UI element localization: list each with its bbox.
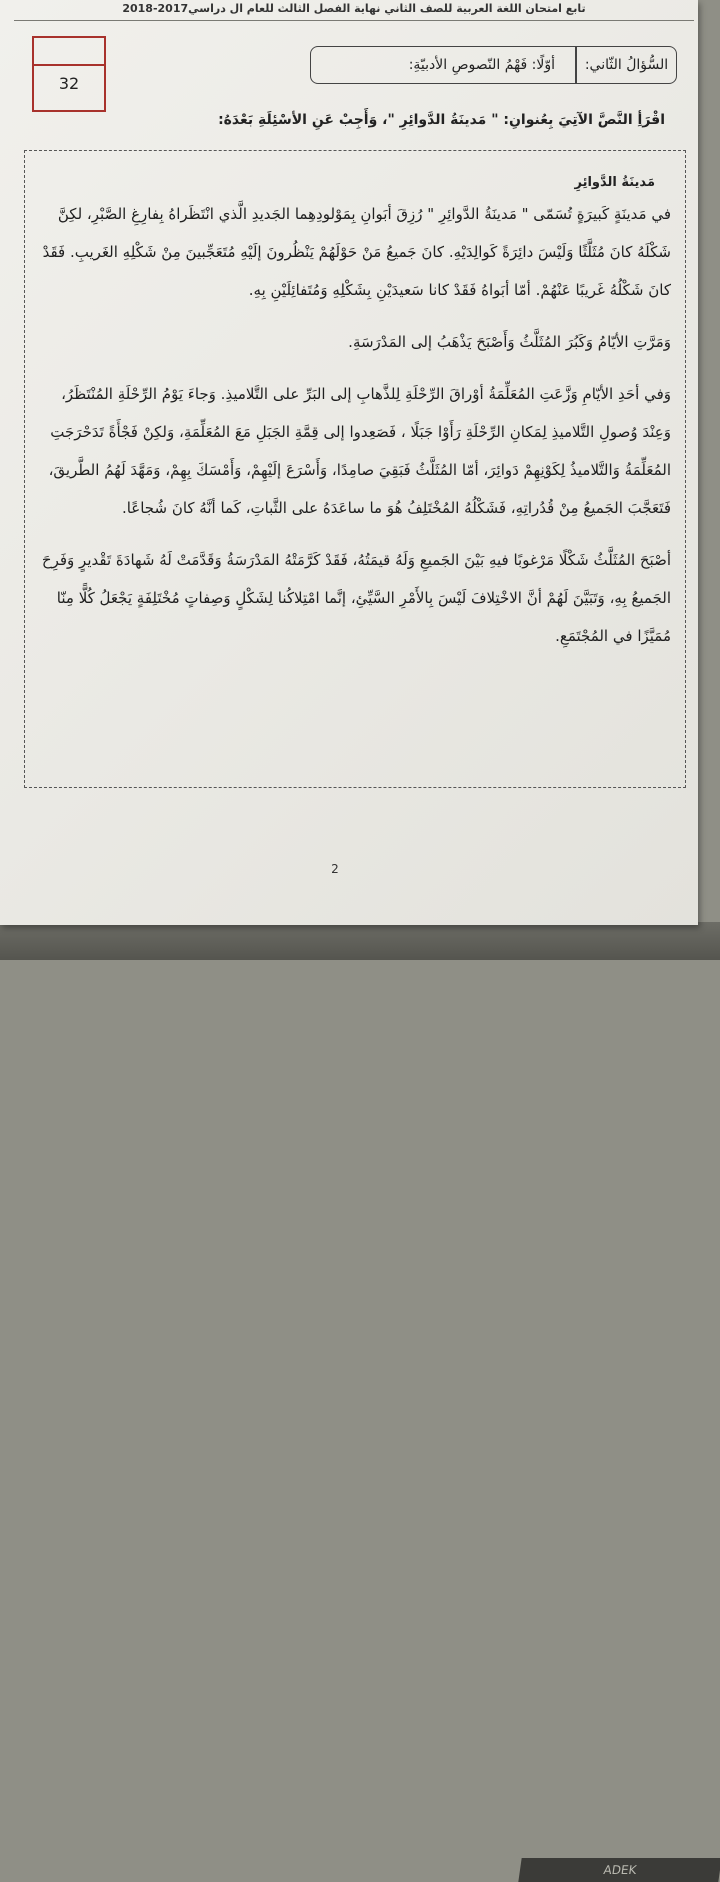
- passage-body: [39, 195, 671, 669]
- folder-tab-label: ADEK: [518, 1858, 720, 1882]
- exam-header: تابع امتحان اللغة العربية للصف الثاني نهاية الفصل الثالث للعام ال دراسي2017-2018: [14, 2, 694, 21]
- underlying-page: [0, 922, 720, 1877]
- score-box: [32, 36, 106, 112]
- passage-paragraph: في مَدينَةٍ كَبيرَةٍ تُسَمّى " مَدينَةُ الدَّوائِرِ " رُزِقَ أبَوانِ بِمَوْلودِهِما الجَديدِ الَّذي انْتَظَراهُ بِفارِغِ الصَّبْرِ، لكِنَّ شَكْلَهُ كانَ مُثَلَّثًا وَلَيْسَ دائِرَةً كَوالِدَيْهِ. كانَ جَميعُ مَنْ حَوْلَهُمْ يَنْظُرونَ إلَيْهِ مُتَعَجِّبينَ مِنْ شَكْلِهِ الغَريبِ. فَقَدْ كانَ شَكْلُهُ غَريبًا عَنْهُمْ. أمّا أبَواهُ فَقَدْ كانا سَعيدَيْنِ بِشَكْلِهِ وَمُتَفائِلَيْنِ بِهِ.: [42, 205, 671, 299]
- score-box-divider: [34, 64, 104, 66]
- page-number: 2: [331, 862, 339, 876]
- question-box-divider: [575, 47, 577, 83]
- score-value: 32: [58, 74, 80, 93]
- passage-frame: [24, 150, 686, 788]
- question-box: [310, 46, 677, 84]
- passage-paragraph: أصْبَحَ المُثَلَّثُ شَكْلًا مَرْغوبًا فيهِ بَيْنَ الجَميعِ وَلَهُ قيمَتُهُ، فَقَدْ كَرَّمَتْهُ المَدْرَسَةُ وَقَدَّمَتْ لَهُ شَهادَةَ تَقْديرٍ وَفَرِحَ الجَميعُ بِهِ، وَتَبَيَّنَ لَهُمْ أنَّ الاخْتِلافَ لَيْسَ بِالأَمْرِ السَّيِّئِ، إنَّما امْتِلاكُنا لِشَكْلٍ وَصِفاتٍ مُخْتَلِفَةٍ يَجْعَلُ كُلًّا مِنّا مُمَيَّزًا في المُجْتَمَعِ.: [41, 551, 671, 645]
- question-title: أوّلًا: فَهْمُ النّصوصِ الأدبيّةِ:: [408, 57, 555, 73]
- exam-sheet: [0, 0, 698, 925]
- passage-paragraph: وَمَرَّتِ الأيّامُ وَكَبُرَ المُثَلَّثُ وَأَصْبَحَ يَذْهَبُ إلى المَدْرَسَةِ.: [348, 333, 671, 351]
- question-label: السُّؤالُ الثّاني:: [584, 57, 669, 73]
- reading-instruction: اقْرَأِ النَّصَّ الآتِيَ بِعُنوانِ: " مَدينَةُ الدَّوائِرِ "، وَأَجِبْ عَنِ الأسْئِلَةِ بَعْدَهُ:: [218, 112, 665, 128]
- passage-paragraph: وَفي أحَدِ الأيّامِ وَزَّعَتِ المُعَلِّمَةُ أوْراقَ الرِّحْلَةِ لِلذَّهابِ إلى البَرِّ على التَّلاميذِ. وَجاءَ يَوْمُ الرِّحْلَةِ المُنْتَظَرُ، وَعِنْدَ وُصولِ التَّلاميذِ لِمَكانِ الرِّحْلَةِ رَأَوْا جَبَلًا ، فَصَعِدوا إلى قِمَّةِ الجَبَلِ مَعَ المُعَلِّمَةِ، وَلكِنْ فَجْأَةً تَدَحْرَجَتِ المُعَلِّمَةُ وَالتَّلاميذُ لِكَوْنِهِمْ دَوائِرَ، أمّا المُثَلَّثُ فَبَقِيَ صامِدًا، وَأَسْرَعَ إلَيْهِمْ، وَأَمْسَكَ بِهِمْ، وَمَهَّدَ لَهُمُ الطَّريقَ، فَتَعَجَّبَ الجَميعُ مِنْ قُدُراتِهِ، فَشَكْلُهُ المُخْتَلِفُ هُوَ ما ساعَدَهُ على الثَّباتِ، كَما أنَّهُ كانَ شُجاعًا.: [48, 385, 671, 517]
- passage-title: مَدينَةُ الدَّوائِرِ: [574, 175, 655, 190]
